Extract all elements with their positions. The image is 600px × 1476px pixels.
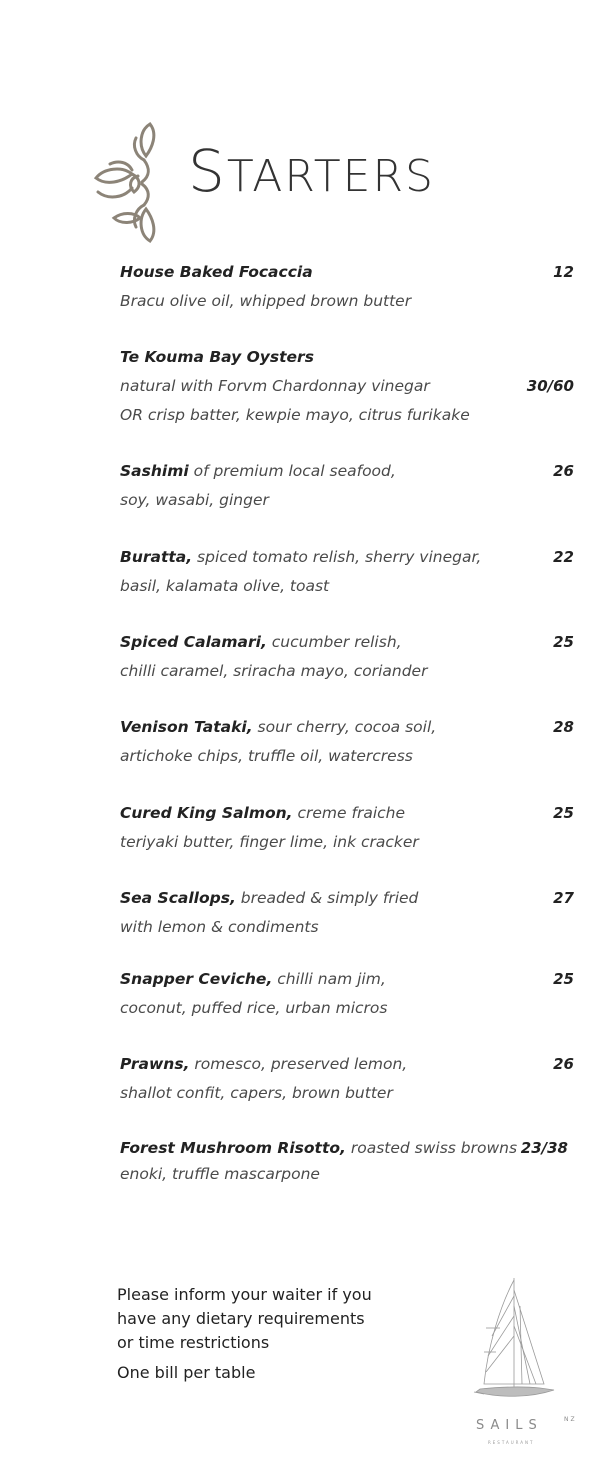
brand-subtitle: RESTAURANT xyxy=(488,1440,535,1445)
menu-item-desc: basil, kalamata olive, toast xyxy=(120,577,330,595)
menu-item-name: Prawns, xyxy=(120,1055,190,1073)
menu-item-first-line xyxy=(120,543,580,572)
menu-item-name: Buratta, xyxy=(120,548,193,566)
menu-item xyxy=(120,965,580,1023)
menu-item-name-desc: romesco, preserved lemon, xyxy=(189,1055,408,1073)
sails-brand-logo xyxy=(476,1418,586,1448)
brand-region: NZ xyxy=(564,1416,577,1423)
menu-item xyxy=(120,799,580,857)
menu-item-name: Spiced Calamari, xyxy=(120,633,267,651)
menu-item xyxy=(120,543,580,601)
menu-item-first-line xyxy=(120,713,580,742)
menu-item xyxy=(120,1050,580,1108)
menu-item-first-line xyxy=(120,1135,580,1161)
menu-item xyxy=(120,628,580,686)
title-rest: TARTERS xyxy=(226,151,435,202)
menu-item-name: Venison Tataki, xyxy=(120,718,253,736)
menu-item-name-desc: of premium local seafood, xyxy=(188,462,396,480)
dietary-note-line: Please inform your waiter if you xyxy=(117,1285,372,1304)
menu-item-first-line xyxy=(120,799,580,828)
menu-item-name: Sea Scallops, xyxy=(120,889,236,907)
menu-item-price: 25 xyxy=(553,804,574,822)
menu-item-desc: soy, wasabi, ginger xyxy=(120,491,269,509)
menu-item-name: Cured King Salmon, xyxy=(120,804,293,822)
menu-item-name: Te Kouma Bay Oysters xyxy=(120,348,314,366)
menu-item-price: 26 xyxy=(553,462,574,480)
menu-item-name: Forest Mushroom Risotto, xyxy=(120,1139,346,1157)
menu-item-price: 23/38 xyxy=(520,1139,568,1157)
menu-item xyxy=(120,343,580,430)
page-title xyxy=(188,137,435,205)
menu-item-first-line xyxy=(120,965,580,994)
menu-item-first-line xyxy=(120,1050,580,1079)
sailboat-logo-icon xyxy=(470,1276,560,1406)
bill-note: One bill per table xyxy=(117,1363,256,1382)
menu-item-price: 27 xyxy=(553,889,574,907)
menu-item xyxy=(120,713,580,771)
menu-item-price: 22 xyxy=(553,548,574,566)
menu-item-price: 25 xyxy=(553,633,574,651)
menu-item-price: 30/60 xyxy=(526,377,574,395)
menu-item-desc: shallot confit, capers, brown butter xyxy=(120,1084,393,1102)
menu-item-name-desc: cucumber relish, xyxy=(266,633,402,651)
menu-item-name-desc: breaded & simply fried xyxy=(235,889,419,907)
menu-item-desc: teriyaki butter, finger lime, ink cracker xyxy=(120,833,419,851)
menu-item-name-desc: chilli nam jim, xyxy=(272,970,386,988)
menu-item-desc: chilli caramel, sriracha mayo, coriander xyxy=(120,662,428,680)
menu-item xyxy=(120,884,580,942)
menu-item-desc: coconut, puffed rice, urban micros xyxy=(120,999,388,1017)
menu-item-first-line xyxy=(120,258,580,287)
dietary-note-line: or time restrictions xyxy=(117,1333,270,1352)
menu-item-price: 25 xyxy=(553,970,574,988)
menu-item-desc: natural with Forvm Chardonnay vinegar xyxy=(120,377,430,395)
menu-item xyxy=(120,1135,580,1187)
dietary-note xyxy=(117,1283,372,1385)
celtic-knot-logo-icon xyxy=(92,120,164,245)
title-initial: S xyxy=(188,137,227,205)
menu-item-desc: enoki, truffle mascarpone xyxy=(120,1165,320,1183)
menu-item-desc-2: OR crisp batter, kewpie mayo, citrus furikake xyxy=(120,406,470,424)
menu-item xyxy=(120,457,580,515)
menu-item-first-line xyxy=(120,628,580,657)
brand-name: SAILS xyxy=(476,1418,543,1433)
dietary-note-line: have any dietary requirements xyxy=(117,1309,365,1328)
menu-item-name-desc: roasted swiss browns xyxy=(345,1139,518,1157)
menu-item-name-desc: creme fraiche xyxy=(292,804,406,822)
menu-item-first-line xyxy=(120,343,580,372)
menu-item-first-line xyxy=(120,457,580,486)
menu-item-name: Sashimi xyxy=(120,462,189,480)
menu-item-desc: Bracu olive oil, whipped brown butter xyxy=(120,292,412,310)
menu-item-price: 26 xyxy=(553,1055,574,1073)
menu-item-name-desc: sour cherry, cocoa soil, xyxy=(252,718,437,736)
menu-item xyxy=(120,258,580,316)
menu-header xyxy=(92,120,492,245)
menu-item-name-desc: spiced tomato relish, sherry vinegar, xyxy=(192,548,482,566)
menu-item-name: House Baked Focaccia xyxy=(120,263,313,281)
menu-item-desc: artichoke chips, truffle oil, watercress xyxy=(120,747,413,765)
menu-item-price: 28 xyxy=(553,718,574,736)
menu-item-price: 12 xyxy=(553,263,574,281)
menu-item-desc: with lemon & condiments xyxy=(120,918,319,936)
menu-item-first-line xyxy=(120,884,580,913)
menu-item-name: Snapper Ceviche, xyxy=(120,970,273,988)
